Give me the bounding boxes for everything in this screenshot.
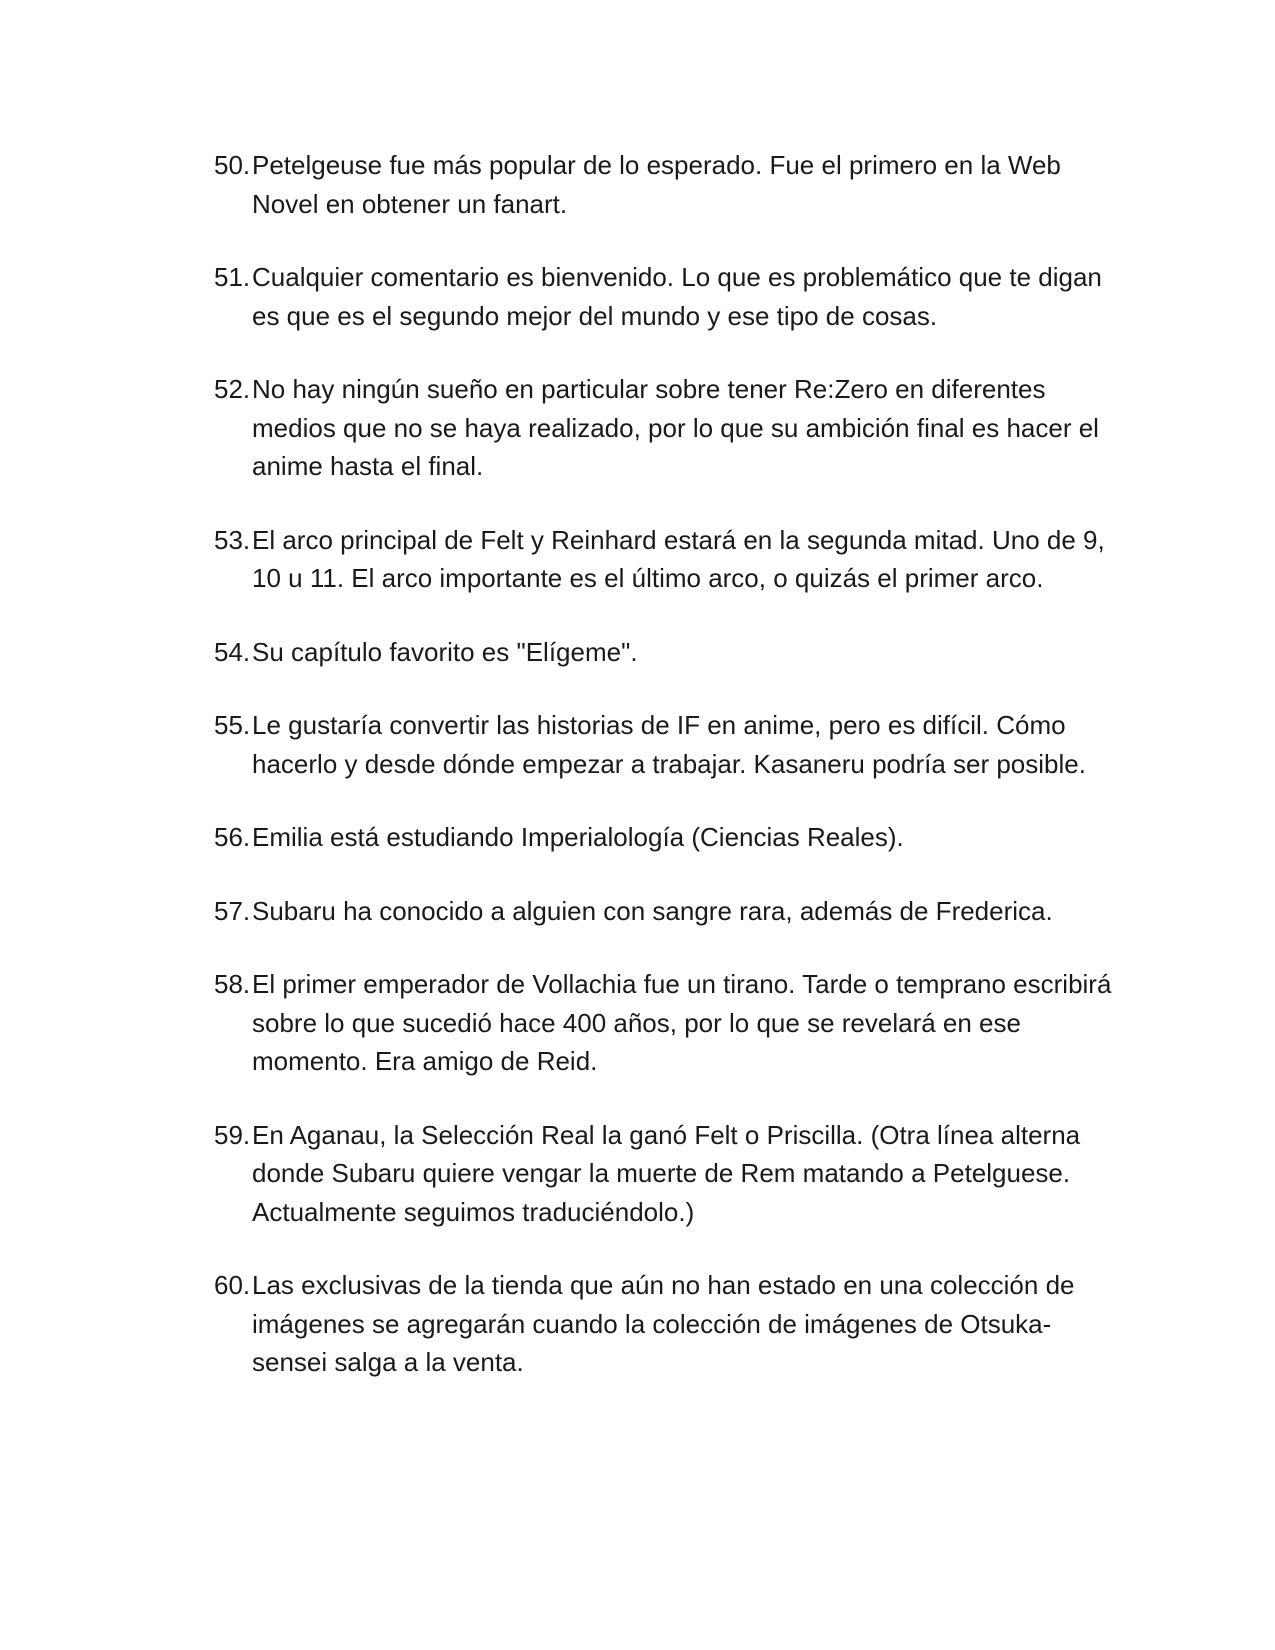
- item-number: 53.: [214, 524, 251, 555]
- list-item: [214, 892, 1114, 931]
- item-number: 55.: [214, 710, 251, 740]
- item-number: 59.: [214, 1119, 251, 1150]
- list-item: [214, 965, 1114, 1081]
- list-item: [214, 370, 1114, 486]
- list-item: [214, 633, 1114, 672]
- item-number: 58.: [214, 969, 251, 999]
- list-item: [214, 1116, 1114, 1232]
- item-text: Petelgeuse fue más popular de lo esperado. Fue el primero en la Web Novel en obtener un fanart.: [252, 150, 1061, 219]
- item-number: 52.: [214, 374, 251, 404]
- item-number: 51.: [214, 262, 251, 292]
- item-text: Le gustaría convertir las historias de IF en anime, pero es difícil. Cómo hacerlo y desde dónde empezar a trabajar. Kasaneru podría ser posible.: [252, 710, 1086, 779]
- list-item: [214, 521, 1114, 598]
- item-text: Subaru ha conocido a alguien con sangre rara, además de Frederica.: [252, 895, 1053, 926]
- list-item: [214, 818, 1114, 857]
- item-number: 57.: [214, 895, 251, 926]
- list-item: [214, 146, 1114, 223]
- item-text: El primer emperador de Vollachia fue un tirano. Tarde o temprano escribirá sobre lo que sucedió hace 400 años, por lo que se revelará en ese momento. Era amigo de Reid.: [252, 969, 1112, 1076]
- item-number: 60.: [214, 1270, 251, 1300]
- item-text: Cualquier comentario es bienvenido. Lo que es problemático que te digan es que es el segundo mejor del mundo y ese tipo de cosas.: [252, 262, 1102, 331]
- item-text: No hay ningún sueño en particular sobre tener Re:Zero en diferentes medios que no se haya realizado, por lo que su ambición final es hacer el anime hasta el final.: [252, 374, 1099, 481]
- list-item: [214, 258, 1114, 335]
- numbered-list: [214, 146, 1114, 1417]
- item-text: Emilia está estudiando Imperialología (Ciencias Reales).: [252, 822, 904, 852]
- item-number: 50.: [214, 150, 251, 180]
- item-number: 56.: [214, 822, 251, 852]
- item-text: En Aganau, la Selección Real la ganó Felt o Priscilla. (Otra línea alterna donde Subaru quiere vengar la muerte de Rem matando a Petelguese. Actualmente seguimos traduciéndolo.): [252, 1119, 1081, 1227]
- item-text: Su capítulo favorito es "Elígeme".: [252, 636, 638, 667]
- list-item: [214, 1266, 1114, 1382]
- item-number: 54.: [214, 636, 251, 667]
- list-item: [214, 706, 1114, 783]
- item-text: Las exclusivas de la tienda que aún no han estado en una colección de imágenes se agregarán cuando la colección de imágenes de Otsuka-sensei salga a la venta.: [252, 1270, 1075, 1377]
- item-text: El arco principal de Felt y Reinhard estará en la segunda mitad. Uno de 9, 10 u 11. El arco importante es el último arco, o quizás el primer arco.: [252, 524, 1105, 593]
